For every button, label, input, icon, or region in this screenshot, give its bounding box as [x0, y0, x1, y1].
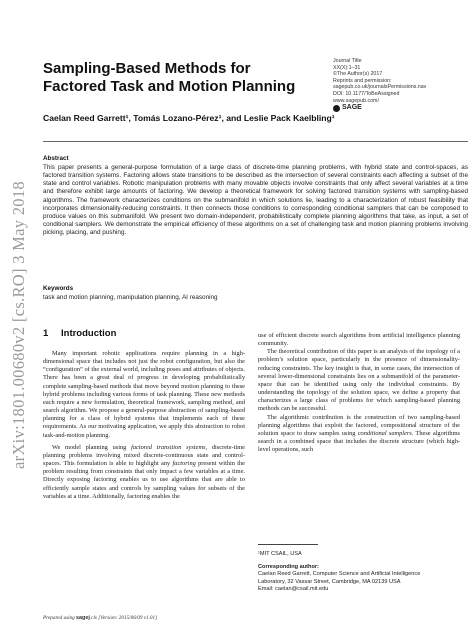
arxiv-stamp: arXiv:1801.00680v2 [cs.RO] 3 May 2018 [9, 181, 28, 469]
keywords-text: task and motion planning, manipulation planning, AI reasoning [43, 294, 218, 301]
affiliation: ¹MIT CSAIL, USA [258, 551, 302, 557]
section-heading-introduction [43, 328, 116, 339]
corresponding-line: Laboratory, 32 Vassar Street, Cambridge, MA 02139 USA [258, 578, 401, 585]
journal-line: sagepub.co.uk/journalsPermissions.nav [333, 84, 427, 91]
sage-circle-icon [333, 105, 340, 112]
paragraph: The theoretical contribution of this paper is an analysis of the topology of a problem’s solution space, particularly in the presence of dimensionality-reducing constraints. The key insight is that, in some cases, the intersection of several lower-dimensional constraints lies on a submanifold of the parameter-space that can be identified using only the individual constraints. By understanding the topology of the solution space, we define a property that characterizes a large class of problems for which sampling-based planning methods can be successful. [258, 348, 460, 413]
section-number: 1 [43, 328, 49, 339]
journal-line: ©The Author(s) 2017 [333, 71, 383, 78]
right-column [258, 332, 460, 454]
footnote [258, 551, 468, 593]
journal-line: XX(X):1–31 [333, 64, 361, 71]
sage-logo: SAGE [333, 105, 468, 112]
paragraph: The algorithmic contribution is the construction of two sampling-based planning algorithms that exploit the factored, compositional structure of the solution space to draw samples using conditional samplers. These algorithms search in a combined space that includes the discrete structure (which high-level operations, such [258, 413, 460, 454]
corresponding-line: Caelan Reed Garrett, Computer Science and Artificial Intelligence [258, 571, 421, 578]
journal-line: www.sagepub.com/ [333, 97, 379, 104]
page-footer: Prepared using sagej.cls [Version: 2015/06/09 v1.01] [43, 615, 158, 621]
footnote-divider [258, 544, 318, 545]
paragraph: use of efficient discrete search algorithms from artificial intelligence planning community. [258, 332, 460, 348]
section-title: Introduction [61, 328, 117, 339]
author-list: Caelan Reed Garrett¹, Tomás Lozano-Pérez¹, and Leslie Pack Kaelbling¹ [43, 113, 335, 123]
journal-line: DOI: 10.1177/ToBeAssigned [333, 90, 400, 97]
journal-info [333, 58, 468, 112]
journal-line: Reprints and permission: [333, 77, 392, 84]
header-divider [43, 141, 468, 142]
journal-line: Journal Title [333, 58, 362, 64]
abstract-heading: Abstract [43, 155, 69, 162]
paragraph: We model planning using factored transition systems, discrete-time planning problems involving mixed discrete-continuous state and control-spaces. This formulation is able to highlight any factoring present within the problem resulting from constraints that only impact a few variables at a time. Directly exposing factoring enables us to use algorithms that are able to efficiently sample states and controls by sampling values for subsets of the variables at a time. Additionally, factoring enables the [43, 443, 246, 500]
corresponding-email: Email: caelan@csail.mit.edu [258, 585, 329, 592]
keywords-heading: Keywords [43, 285, 74, 292]
left-column [43, 350, 245, 501]
paper-title: Sampling-Based Methods for Factored Task and Motion Planning [43, 60, 296, 95]
paragraph: Many important robotic applications require planning in a high-dimensional space that includes not just the robot configuration, but also the “configuration” of the external world, including poses and attributes of objects. There has been a great deal of progress in developing probabilistically complete sampling-based methods that move beyond motion planning to these hybrid problems including various forms of task planning. These new methods each require a new formulation, theoretical framework, sampling method, and search algorithm. We propose a general-purpose abstraction of sampling-based planning for a class of hybrid systems that implements each of these requirements. As our motivating application, we apply this abstraction to robot task-and-motion planning. [43, 350, 245, 439]
corresponding-author-heading: Corresponding author: [258, 564, 319, 571]
abstract-text: This paper presents a general-purpose formulation of a large class of discrete-time planning problems, with hybrid state and control-spaces, as factored transition systems. Factoring allows state transitions to be described as the intersection of several constraints each affecting a subset of the state and control variables. Robotic manipulation problems with many movable objects involve constraints that only affect several variables at a time and therefore exhibit large amounts of factoring. We develop a theoretical framework for solving factored transition systems with sampling-based algorithms. The framework characterizes conditions on the submanifold in which solutions lie, leading to a characterization of robust feasibility that incorporates dimensionality-reducing constraints. It then connects those conditions to corresponding conditional samplers that can be composed to produce values on this submanifold. We present two domain-independent, probabilistically complete planning algorithms that take, as input, a set of conditional samplers. We demonstrate the empirical efficiency of these algorithms on a set of challenging task and motion planning problems involving picking, placing, and pushing. [43, 164, 468, 237]
